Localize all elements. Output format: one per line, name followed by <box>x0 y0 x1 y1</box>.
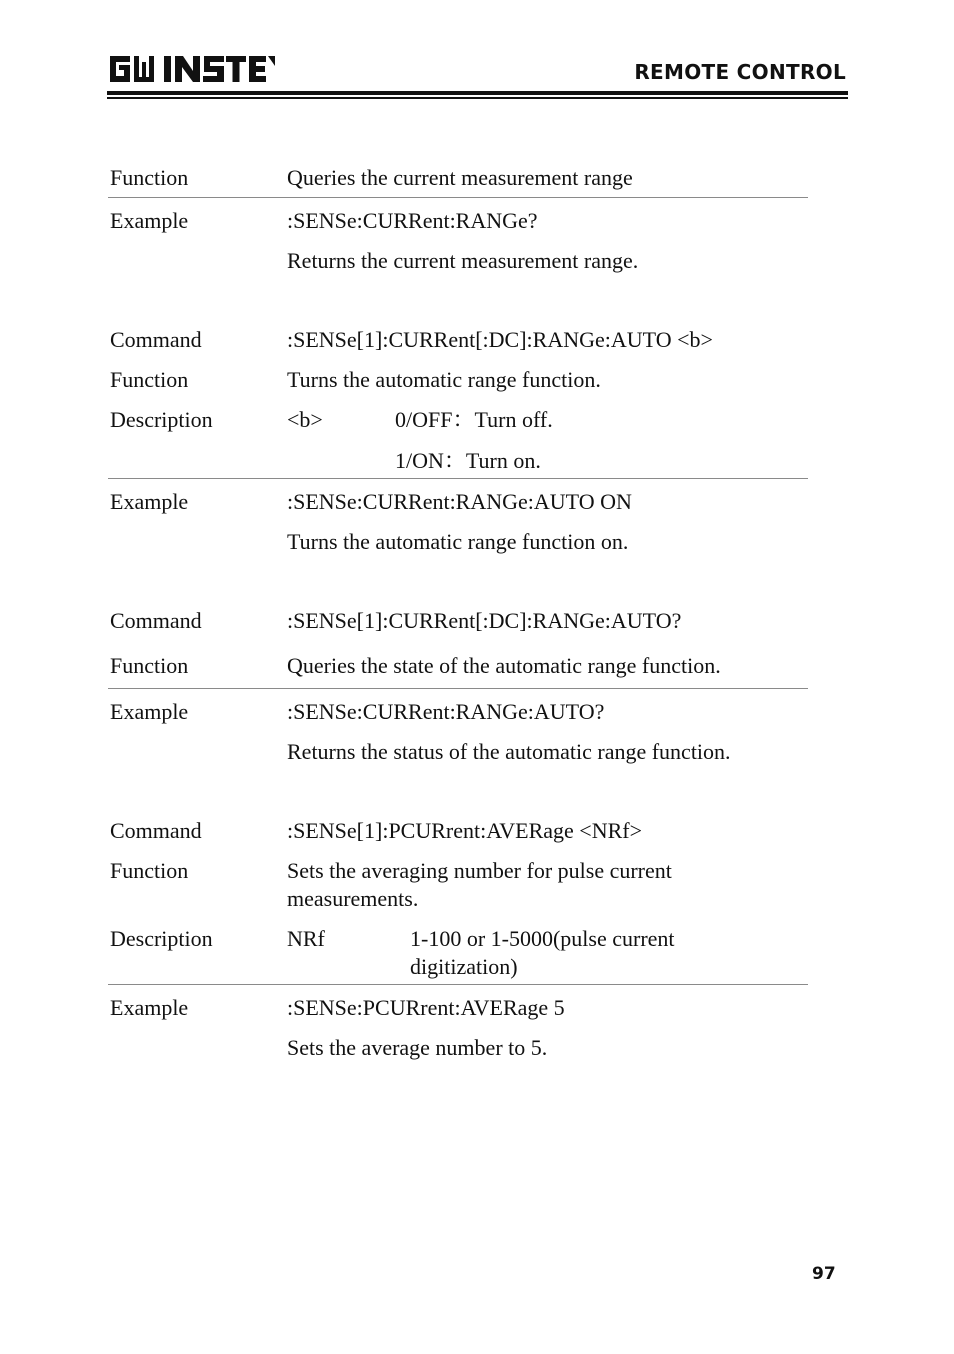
command-syntax: :SENSe[1]:CURRent[:DC]:RANGe:AUTO <b> <box>287 327 713 352</box>
label-example: Example <box>110 995 189 1020</box>
example-result: Returns the status of the automatic range function. <box>287 739 731 764</box>
header-rule <box>107 91 848 95</box>
divider <box>108 984 808 985</box>
param-value: 1-100 or 1-5000(pulse current <box>410 926 675 951</box>
param-name: <b> <box>287 407 323 432</box>
label-example: Example <box>110 699 189 724</box>
example-command: :SENSe:CURRent:RANGe:AUTO? <box>287 699 605 724</box>
label-command: Command <box>110 818 202 843</box>
example-command: :SENSe:CURRent:RANGe:AUTO ON <box>287 489 632 514</box>
label-function: Function <box>110 165 189 190</box>
example-result: Turns the automatic range function on. <box>287 529 629 554</box>
command-syntax: :SENSe[1]:PCURrent:AVERage <NRf> <box>287 818 643 843</box>
function-text: Sets the averaging number for pulse current <box>287 858 672 883</box>
param-value: 1/ON：Turn on. <box>395 448 541 473</box>
page-number: 97 <box>812 1264 836 1284</box>
function-text: Queries the current measurement range <box>287 165 633 190</box>
param-name: NRf <box>287 926 325 951</box>
label-function: Function <box>110 367 189 392</box>
label-function: Function <box>110 858 189 883</box>
divider <box>108 478 808 479</box>
divider <box>108 197 808 198</box>
section-title: REMOTE CONTROL <box>634 60 846 84</box>
label-command: Command <box>110 608 202 633</box>
divider <box>108 688 808 689</box>
function-text: Turns the automatic range function. <box>287 367 601 392</box>
function-text-continued: measurements. <box>287 886 419 911</box>
label-description: Description <box>110 926 213 951</box>
param-value-continued: digitization) <box>410 954 518 979</box>
example-command: :SENSe:CURRent:RANGe? <box>287 208 538 233</box>
gw-instek-logo <box>108 52 278 86</box>
label-example: Example <box>110 208 189 233</box>
example-result: Returns the current measurement range. <box>287 248 639 273</box>
example-command: :SENSe:PCURrent:AVERage 5 <box>287 995 565 1020</box>
label-function: Function <box>110 653 189 678</box>
function-text: Queries the state of the automatic range function. <box>287 653 721 678</box>
header-rule-thin <box>107 97 848 99</box>
label-example: Example <box>110 489 189 514</box>
command-syntax: :SENSe[1]:CURRent[:DC]:RANGe:AUTO? <box>287 608 682 633</box>
label-command: Command <box>110 327 202 352</box>
label-description: Description <box>110 407 213 432</box>
example-result: Sets the average number to 5. <box>287 1035 548 1060</box>
param-value: 0/OFF：Turn off. <box>395 407 553 432</box>
brand-text: GW INSTEK <box>108 52 114 53</box>
